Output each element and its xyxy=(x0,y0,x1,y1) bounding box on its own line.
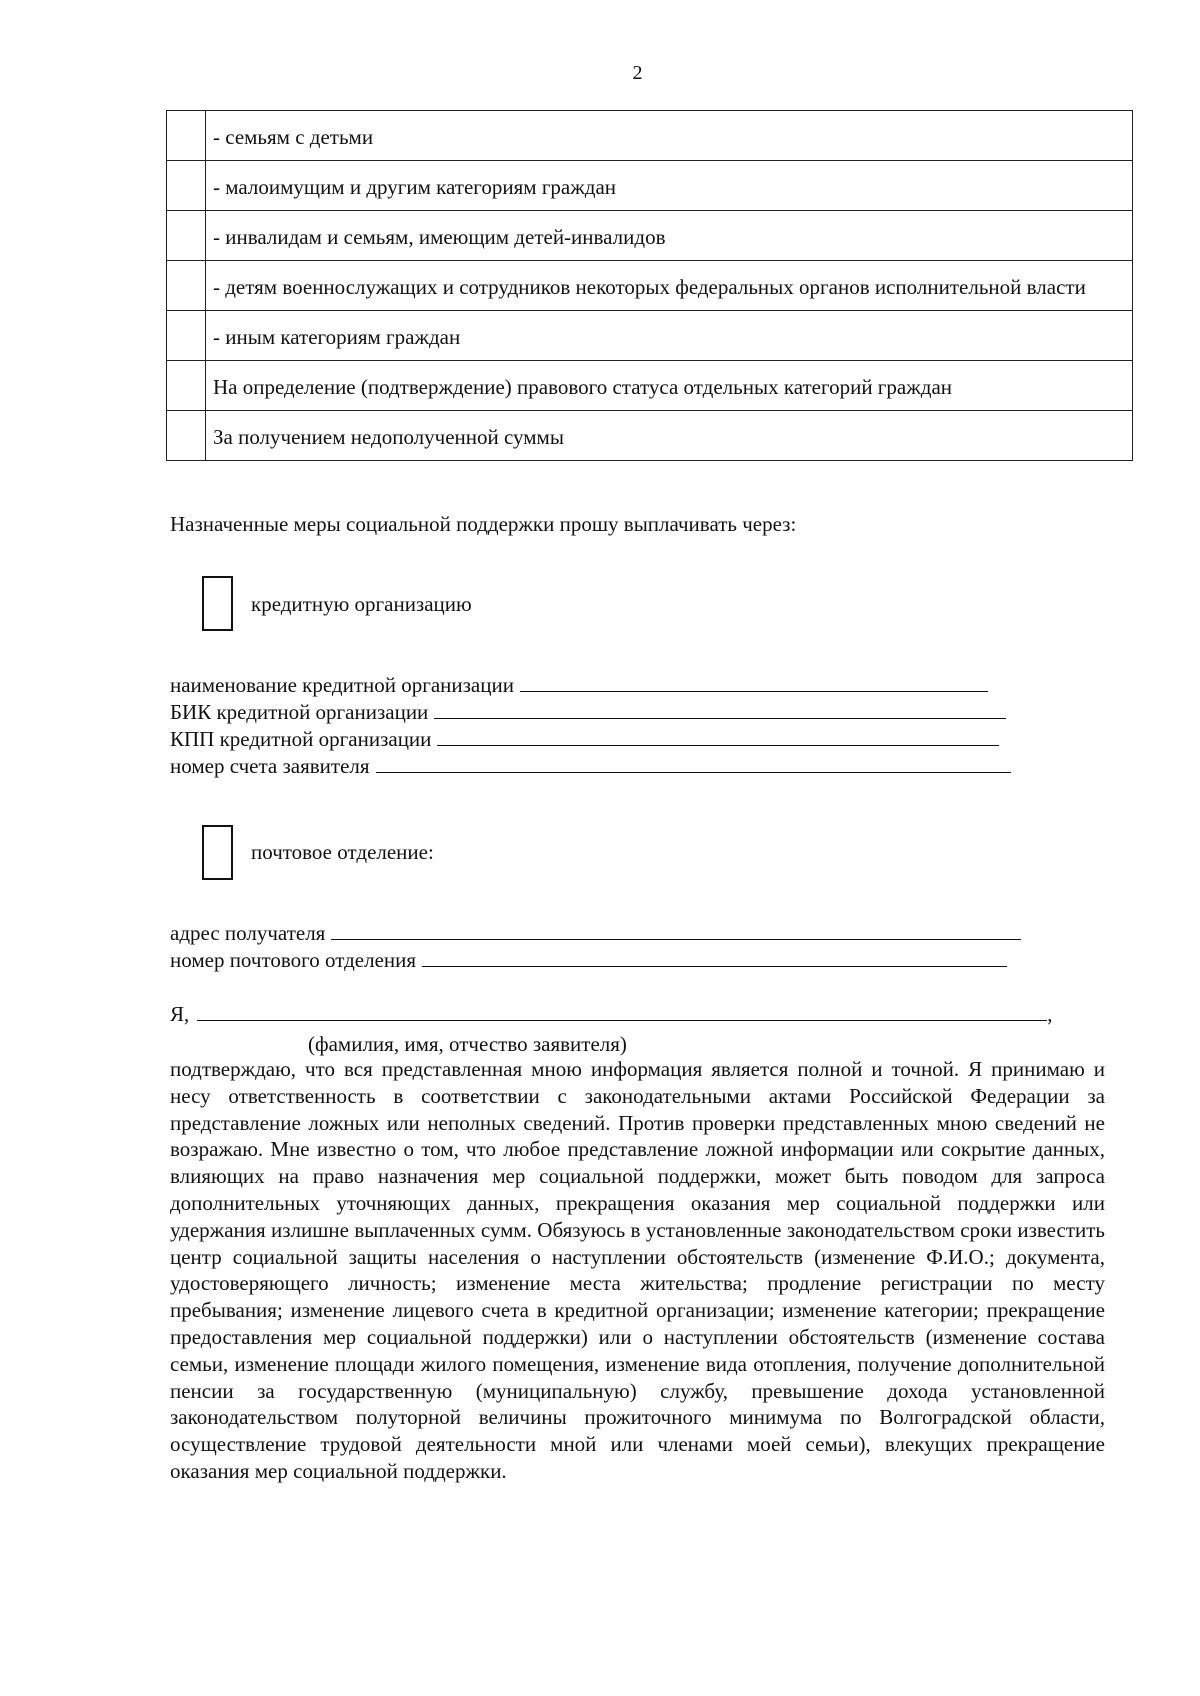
page-number: 2 xyxy=(632,62,643,84)
recipient-address-field[interactable] xyxy=(170,920,1021,946)
payment-intro: Назначенные меры социальной поддержки прошу выплачивать через: xyxy=(170,512,797,536)
table-row xyxy=(167,261,1133,311)
table-row-text: - иным категориям граждан xyxy=(206,311,1133,361)
applicant-prefix: Я, xyxy=(170,1002,190,1026)
post-office-number-field[interactable] xyxy=(170,947,1007,973)
credit-org-name-field[interactable] xyxy=(170,672,988,698)
credit-organization-label: кредитную организацию xyxy=(251,592,472,616)
table-row xyxy=(167,161,1133,211)
table-row-text: За получением недополученной суммы xyxy=(206,411,1133,461)
post-office-label: почтовое отделение: xyxy=(251,840,434,864)
table-row xyxy=(167,361,1133,411)
table-check-cell[interactable] xyxy=(167,411,206,461)
table-row xyxy=(167,411,1133,461)
table-check-cell[interactable] xyxy=(167,211,206,261)
table-check-cell[interactable] xyxy=(167,261,206,311)
credit-organization-checkbox[interactable] xyxy=(202,576,233,631)
credit-org-bik-line[interactable] xyxy=(434,700,1006,719)
credit-org-name-line[interactable] xyxy=(520,673,988,692)
table-row-text: - малоимущим и другим категориям граждан xyxy=(206,161,1133,211)
category-table xyxy=(166,110,1133,461)
table-check-cell[interactable] xyxy=(167,111,206,161)
post-office-checkbox[interactable] xyxy=(202,825,233,880)
table-row-text: - детям военнослужащих и сотрудников некоторых федеральных органов исполнительной власти xyxy=(206,261,1133,311)
applicant-account-field[interactable] xyxy=(170,753,1011,779)
table-check-cell[interactable] xyxy=(167,311,206,361)
applicant-account-line[interactable] xyxy=(376,754,1011,773)
table-check-cell[interactable] xyxy=(167,361,206,411)
declaration-text: подтверждаю, что вся представленная мною информация является полной и точной. Я принимаю и несу ответственность в соответствии с законодательными актами Российской Федерации за представление ложных или неполных сведений. Против проверки представленных мною сведений не возражаю. Мне известно о том, что любое представление ложной информации или сокрытие данных, влияющих на право назначения мер социальной поддержки, может быть поводом для запроса дополнительных уточняющих данных, прекращения оказания мер социальной поддержки или удержания излишне выплаченных сумм. Обязуюсь в установленные законодательством сроки известить центр социальной защиты населения о наступлении обстоятельств (изменение Ф.И.О.; документа, удостоверяющего личность; изменение места жительства; продление регистрации по месту пребывания; изменение лицевого счета в кредитной организации; изменение категории; прекращение предоставления мер социальной поддержки) или о наступлении обстоятельств (изменение состава семьи, изменение площади жилого помещения, изменение вида отопления, получение дополнительной пенсии за государственную (муниципальную) службу, превышение дохода установленной законодательством полуторной величины прожиточного минимума по Волгоградской области, осуществление трудовой деятельности мной или членами моей семьи), влекущих прекращение оказания мер социальной поддержки. xyxy=(170,1057,1105,1483)
recipient-address-line[interactable] xyxy=(331,921,1021,940)
applicant-name-line[interactable] xyxy=(197,1002,1047,1021)
field-label: наименование кредитной организации xyxy=(170,673,514,697)
credit-org-bik-field[interactable] xyxy=(170,699,1006,725)
applicant-name-field[interactable] xyxy=(170,1002,1053,1027)
field-label: адрес получателя xyxy=(170,921,326,945)
table-check-cell[interactable] xyxy=(167,161,206,211)
post-office-number-line[interactable] xyxy=(422,948,1007,967)
field-label: КПП кредитной организации xyxy=(170,727,432,751)
field-label: номер почтового отделения xyxy=(170,948,417,972)
credit-org-kpp-field[interactable] xyxy=(170,726,999,752)
field-label: номер счета заявителя xyxy=(170,754,370,778)
table-row-text: - инвалидам и семьям, имеющим детей-инвалидов xyxy=(206,211,1133,261)
table-row xyxy=(167,111,1133,161)
table-row-text: На определение (подтверждение) правового статуса отдельных категорий граждан xyxy=(206,361,1133,411)
field-label: БИК кредитной организации xyxy=(170,700,429,724)
table-row-text: - семьям с детьми xyxy=(206,111,1133,161)
applicant-suffix: , xyxy=(1047,1002,1053,1026)
credit-org-kpp-line[interactable] xyxy=(437,727,999,746)
table-row xyxy=(167,311,1133,361)
applicant-caption: (фамилия, имя, отчество заявителя) xyxy=(308,1032,627,1056)
table-row xyxy=(167,211,1133,261)
